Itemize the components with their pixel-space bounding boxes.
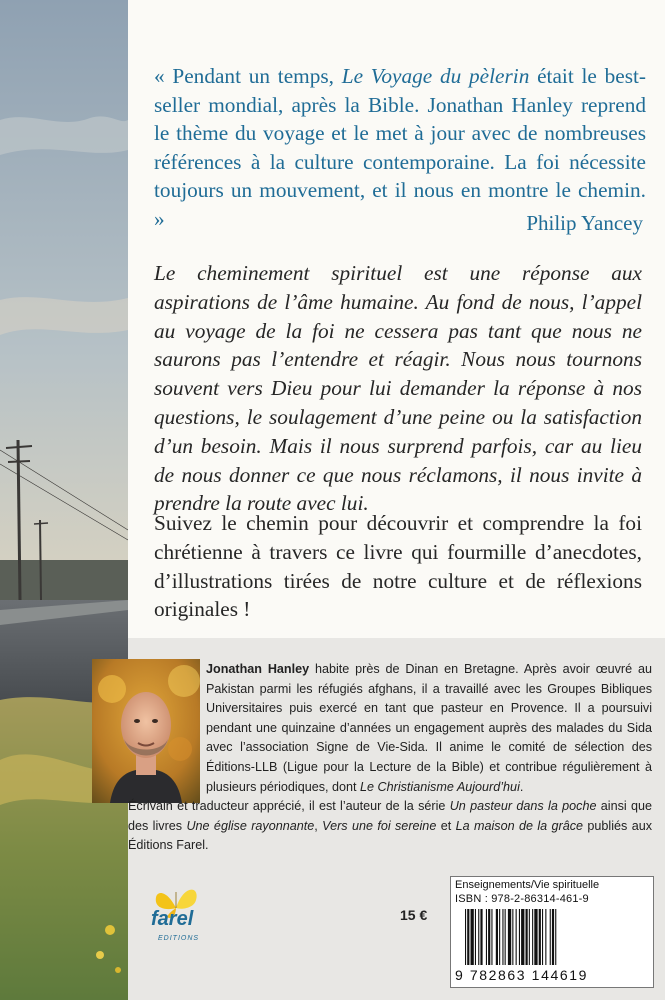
- barcode-bar: [502, 909, 503, 965]
- author-bio: [206, 660, 652, 797]
- barcode-bar: [467, 909, 469, 965]
- bio-periodical: Le Christianisme Aujourd’hui: [360, 779, 520, 794]
- quote-book-title: Le Voyage du pèlerin: [341, 64, 530, 88]
- barcode-bar: [480, 909, 482, 965]
- barcode-bar: [496, 909, 498, 965]
- bio-text-1: habite près de Dinan en Bretagne. Après avoir œuvré au Pakistan parmi les réfugiés afghans, il a travaillé avec les Groupes Bibliques Universitaires puis exercé en tant que pasteur en Provence. Il a poursuivi pendant une quinzaine d’années un engagement auprès des malades du Sida avec l’association Signe de Vie-Sida. Il anime le comité de sélection des Éditions-LLB (Ligue pour la Lecture de la Bible) et contribue régulièrement à plusieurs périodiques, dont: [206, 662, 652, 794]
- barcode-bar: [465, 909, 466, 965]
- bio-text-6: et: [436, 818, 456, 833]
- barcode-bar: [542, 909, 543, 965]
- barcode-bar: [539, 909, 541, 965]
- bio-series: Un pasteur dans la poche: [449, 799, 597, 813]
- bio-book-3: La maison de la grâce: [455, 818, 584, 833]
- barcode-bar: [545, 909, 546, 965]
- quote-text-start: « Pendant un temps,: [154, 64, 342, 88]
- bio-book-2: Vers une foi sereine: [322, 818, 437, 833]
- barcode-bar: [532, 909, 533, 965]
- bio-book-1: Une église rayonnante: [186, 818, 315, 833]
- back-cover-text-area: [128, 0, 665, 638]
- bio-text-3: Écrivain et traducteur apprécié, il est l’auteur de la série: [128, 799, 450, 813]
- barcode-icon: [465, 909, 645, 971]
- bio-text-5: ,: [314, 818, 323, 833]
- author-bio-continued: [128, 797, 652, 856]
- bio-text-7: publiés aux Éditions Farel.: [128, 818, 653, 853]
- barcode-bar: [475, 909, 476, 965]
- cover-painting-strip: [0, 0, 128, 1000]
- barcode-bar: [512, 909, 513, 965]
- summary-paragraph: Suivez le chemin pour découvrir et comprendre la foi chrétienne à travers ce livre qui fourmille d’anecdotes, d’illustrations tirées de notre culture et de réflexions originales !: [154, 511, 642, 622]
- painting-image: [0, 0, 128, 1000]
- barcode-bar: [505, 909, 506, 965]
- quote-author: Philip Yancey: [526, 211, 643, 235]
- barcode-bar: [555, 909, 556, 965]
- book-category: Enseignements/Vie spirituelle: [455, 879, 600, 891]
- barcode-bar: [478, 909, 479, 965]
- barcode-bar: [491, 909, 492, 965]
- isbn-text: ISBN : 978-2-86314-461-9: [455, 893, 589, 905]
- barcode-bar: [534, 909, 537, 965]
- barcode-bar: [521, 909, 524, 965]
- bio-text-4: ainsi que des livres: [128, 799, 652, 833]
- barcode-bar: [488, 909, 490, 965]
- author-photo: [92, 659, 200, 803]
- author-portrait-image: [92, 659, 200, 803]
- barcode-bar: [552, 909, 554, 965]
- isbn-barcode-box: [450, 876, 654, 988]
- summary-italic-paragraph: Le cheminement spirituel est une réponse aux aspirations de l’âme humaine. Au fond de nous, l’appel au voyage de la foi ne cessera pas tant que nous ne saurons pas l’entendre et réagir. Nous nous tournons souvent vers Dieu pour lui demander la réponse à nos questions, le soulagement d’une peine ou la satisfaction d’un besoin. Mais il nous surprend parfois, car au lieu de nous donner ce que nous réclamons, il nous invite à prendre la route avec lui.: [154, 261, 642, 516]
- bio-text-2: .: [519, 779, 524, 794]
- publisher-subtitle: EDITIONS: [158, 935, 200, 942]
- price: 15 €: [400, 907, 428, 923]
- quote-text-end: était le best-seller mondial, après la Bible. Jonathan Hanley reprend le thème du voyage et le met à jour avec de nombreuses références à la culture contemporaine. La foi nécessite toujours un mouvement, et il nous en montre le chemin. »: [154, 64, 646, 231]
- endorsement-quote: [154, 62, 646, 233]
- barcode-bar: [529, 909, 530, 965]
- barcode-bar: [486, 909, 487, 965]
- barcode-bar: [508, 909, 511, 965]
- publisher-name: farel: [151, 908, 194, 930]
- barcode-bar: [499, 909, 500, 965]
- barcode-bar: [519, 909, 520, 965]
- barcode-bar: [516, 909, 517, 965]
- barcode-bar: [550, 909, 551, 965]
- author-name: Jonathan Hanley: [206, 662, 310, 676]
- barcode-number: 9 782863 144619: [455, 967, 588, 983]
- barcode-bar: [526, 909, 528, 965]
- barcode-bar: [471, 909, 474, 965]
